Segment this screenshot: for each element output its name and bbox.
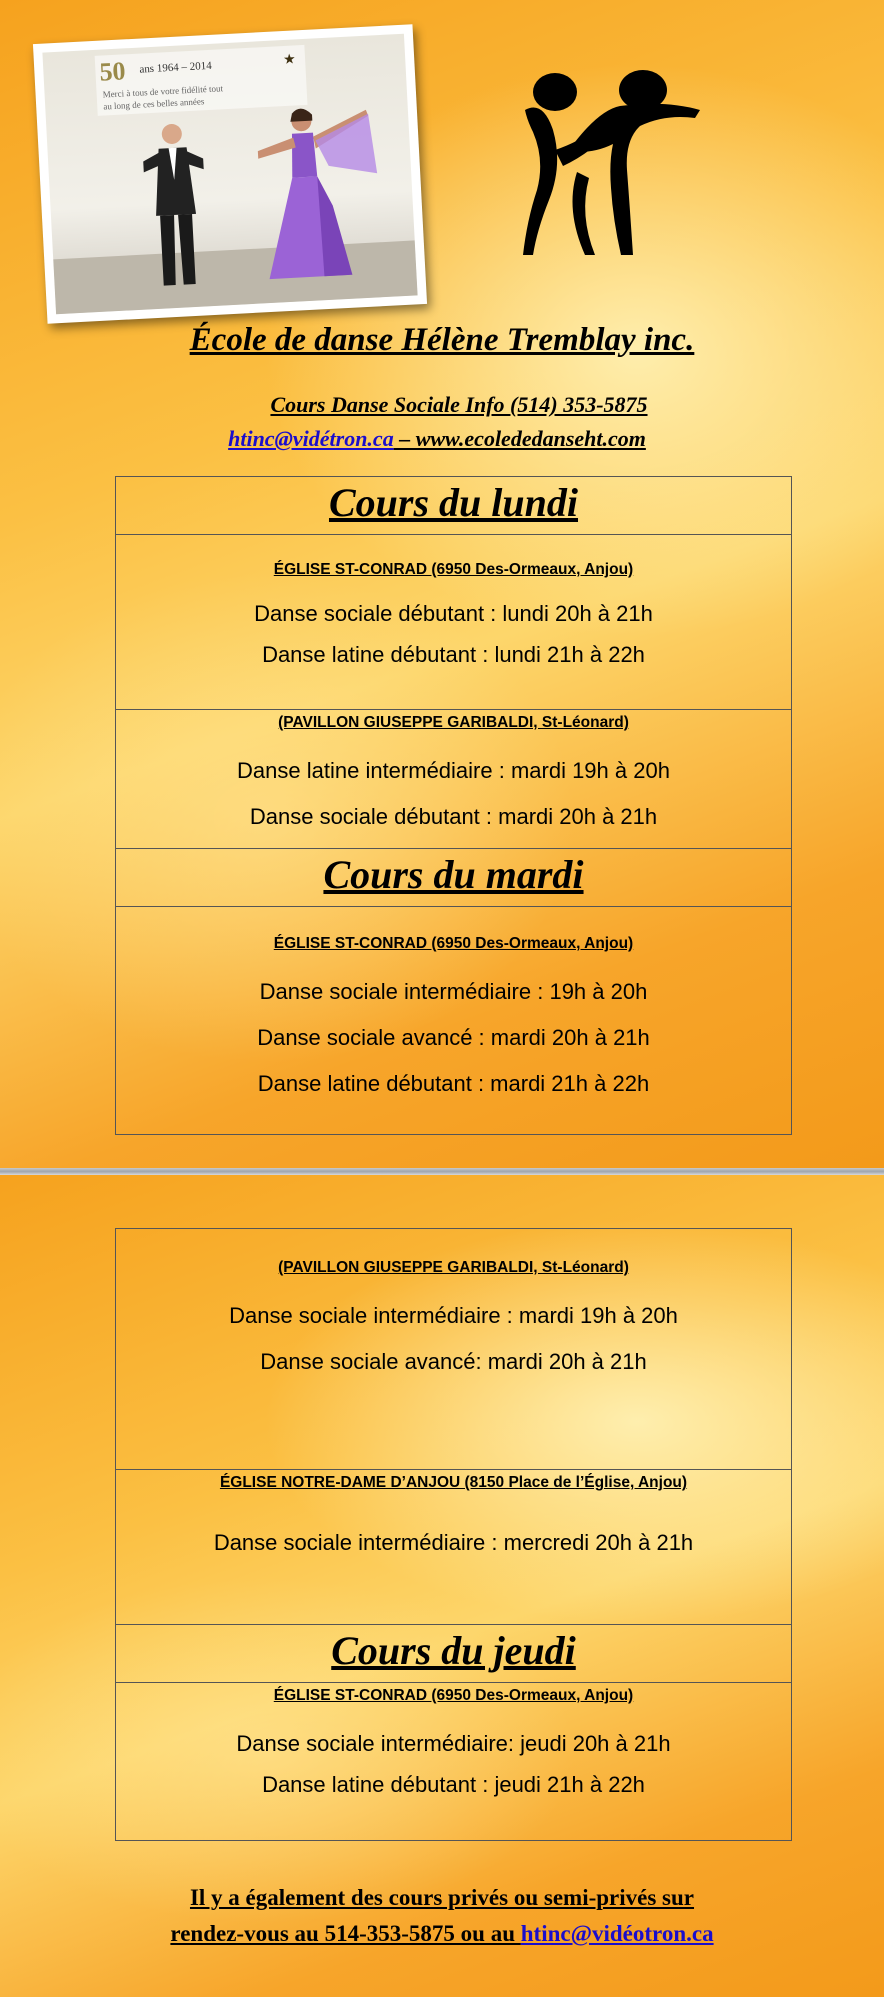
web-line	[0, 426, 879, 452]
venue-title: (PAVILLON GIUSEPPE GARIBALDI, St-Léonard)	[278, 1259, 629, 1276]
banner-years: ans 1964 – 2014	[139, 59, 213, 76]
course-item: Danse sociale avancé : mardi 20h à 21h	[257, 1025, 650, 1050]
dance-logo-icon	[515, 70, 715, 270]
schedule-table-2	[115, 1228, 792, 1841]
course-item: Danse latine débutant : jeudi 21h à 22h	[262, 1772, 645, 1797]
banner-fifty: 50	[98, 56, 127, 87]
footer-line-2	[0, 1921, 884, 1947]
venue-block-garibaldi-monday	[116, 710, 792, 849]
heading-tuesday: Cours du mardi	[116, 849, 792, 907]
venue-title: (PAVILLON GIUSEPPE GARIBALDI, St-Léonard)	[278, 714, 629, 731]
venue-block-st-conrad-monday	[116, 535, 792, 710]
footer-email-link[interactable]: htinc@vidéotron.ca	[520, 1921, 714, 1946]
venue-block-st-conrad-tuesday	[116, 907, 792, 1135]
course-item: Danse sociale intermédiaire : mercredi 20h à 21h	[213, 1530, 694, 1555]
course-item: Danse latine débutant : lundi 21h à 22h	[262, 642, 645, 667]
heading-monday: Cours du lundi	[116, 477, 792, 535]
flyer-page-2	[0, 1175, 884, 1997]
website-text: – www.ecolededanseht.com	[393, 426, 646, 451]
course-item: Danse sociale intermédiaire : mardi 19h à 20h	[229, 1303, 678, 1328]
email-link[interactable]: htinc@vidétron.ca	[228, 426, 394, 451]
venue-title: ÉGLISE ST-CONRAD (6950 Des-Ormeaux, Anjou)	[273, 561, 634, 578]
anniversary-banner	[95, 45, 308, 116]
venue-block-notre-dame	[116, 1470, 792, 1625]
woman-figure	[256, 103, 385, 289]
course-item: Danse latine intermédiaire : mardi 19h à 20h	[237, 758, 670, 783]
course-item: Danse sociale avancé: mardi 20h à 21h	[260, 1349, 647, 1374]
venue-block-garibaldi-tuesday	[116, 1229, 792, 1470]
man-figure	[141, 118, 210, 291]
course-item: Danse sociale débutant : mardi 20h à 21h	[249, 804, 658, 829]
course-item: Danse sociale intermédiaire: jeudi 20h à 21h	[236, 1731, 671, 1756]
banner-line-2: Merci à tous de votre fidélité tout	[102, 83, 224, 100]
info-line: Cours Danse Sociale Info (514) 353-5875	[270, 392, 648, 417]
schedule-table-1	[115, 476, 792, 1135]
banner-line-3: au long de ces belles années	[103, 96, 205, 112]
school-name: École de danse Hélène Tremblay inc.	[189, 322, 695, 358]
heading-thursday: Cours du jeudi	[116, 1625, 792, 1683]
course-item: Danse sociale débutant : lundi 20h à 21h	[254, 601, 653, 626]
footer-text-2: rendez-vous au 514-353-5875 ou au	[170, 1921, 521, 1946]
footer-text-1: Il y a également des cours privés ou semi-privés sur	[189, 1885, 695, 1910]
dancers-photo	[33, 24, 427, 324]
course-item: Danse sociale intermédiaire : 19h à 20h	[259, 979, 648, 1004]
page-divider	[0, 1168, 884, 1175]
venue-block-st-conrad-thursday	[116, 1683, 792, 1841]
star-icon: ★	[282, 52, 297, 69]
venue-title: ÉGLISE ST-CONRAD (6950 Des-Ormeaux, Anjou)	[273, 935, 634, 952]
footer-line-1	[0, 1885, 884, 1911]
course-item: Danse latine débutant : mardi 21h à 22h	[257, 1071, 650, 1096]
venue-title: ÉGLISE ST-CONRAD (6950 Des-Ormeaux, Anjou)	[273, 1687, 634, 1704]
venue-title: ÉGLISE NOTRE-DAME D’ANJOU (8150 Place de l’Église, Anjou)	[219, 1474, 688, 1491]
